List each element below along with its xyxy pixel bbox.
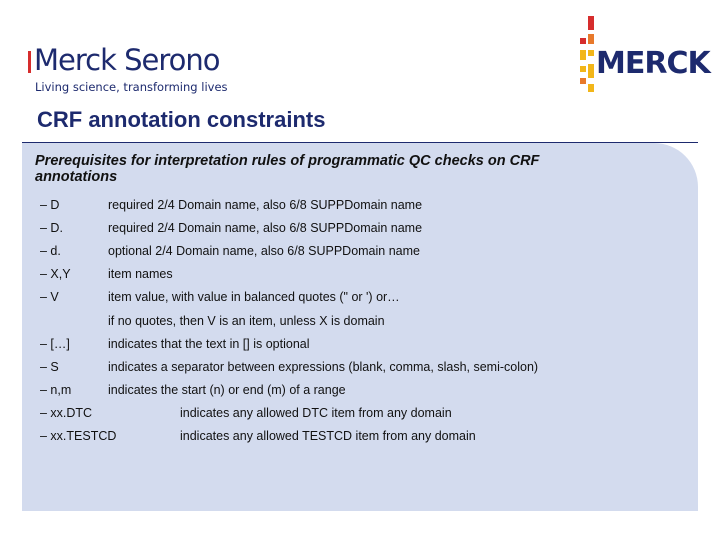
merck-wordmark: MERCK bbox=[596, 46, 710, 81]
item-description: required 2/4 Domain name, also 6/8 SUPPDomain name bbox=[108, 198, 423, 212]
logo-square bbox=[580, 78, 586, 84]
logo-square bbox=[588, 84, 594, 92]
item-symbol: – D. bbox=[40, 221, 63, 235]
item-symbol: – S bbox=[40, 360, 59, 374]
item-description: indicates any allowed TESTCD item from any domain bbox=[180, 429, 476, 443]
item-symbol: – X,Y bbox=[40, 267, 71, 281]
item-description: indicates any allowed DTC item from any domain bbox=[180, 406, 452, 420]
item-symbol: – n,m bbox=[40, 383, 72, 397]
item-symbol: – V bbox=[40, 290, 59, 304]
logo-tagline: Living science, transforming lives bbox=[35, 80, 228, 94]
logo-square bbox=[588, 64, 594, 78]
item-description: item value, with value in balanced quotes (" or ') or… bbox=[108, 290, 400, 304]
logo-square bbox=[588, 16, 594, 30]
item-description: if no quotes, then V is an item, unless X is domain bbox=[108, 314, 385, 328]
logo-square bbox=[588, 34, 594, 44]
logo-square bbox=[580, 50, 586, 60]
item-description: item names bbox=[108, 267, 173, 281]
item-symbol: – xx.TESTCD bbox=[40, 429, 117, 443]
item-description: optional 2/4 Domain name, also 6/8 SUPPDomain name bbox=[108, 244, 420, 258]
slide-title: CRF annotation constraints bbox=[37, 107, 326, 132]
merck-serono-logo bbox=[28, 44, 228, 94]
section-heading: Prerequisites for interpretation rules of programmatic QC checks on CRF annotations bbox=[35, 153, 540, 185]
item-symbol: – xx.DTC bbox=[40, 406, 93, 420]
item-description: indicates a separator between expressions (blank, comma, slash, semi-colon) bbox=[108, 360, 539, 374]
logo-square bbox=[588, 50, 594, 56]
logo-accent-bar bbox=[28, 51, 31, 73]
item-description: indicates that the text in [] is optional bbox=[108, 337, 310, 351]
item-description: indicates the start (n) or end (m) of a range bbox=[108, 383, 346, 397]
merck-logo bbox=[578, 16, 710, 96]
logo-square bbox=[580, 66, 586, 72]
item-description: required 2/4 Domain name, also 6/8 SUPPDomain name bbox=[108, 221, 423, 235]
item-symbol: – d. bbox=[40, 244, 61, 258]
merck-serono-wordmark: Merck Serono bbox=[34, 43, 220, 77]
logo-square bbox=[580, 38, 586, 44]
item-symbol: – […] bbox=[40, 337, 70, 351]
item-symbol: – D bbox=[40, 198, 60, 212]
